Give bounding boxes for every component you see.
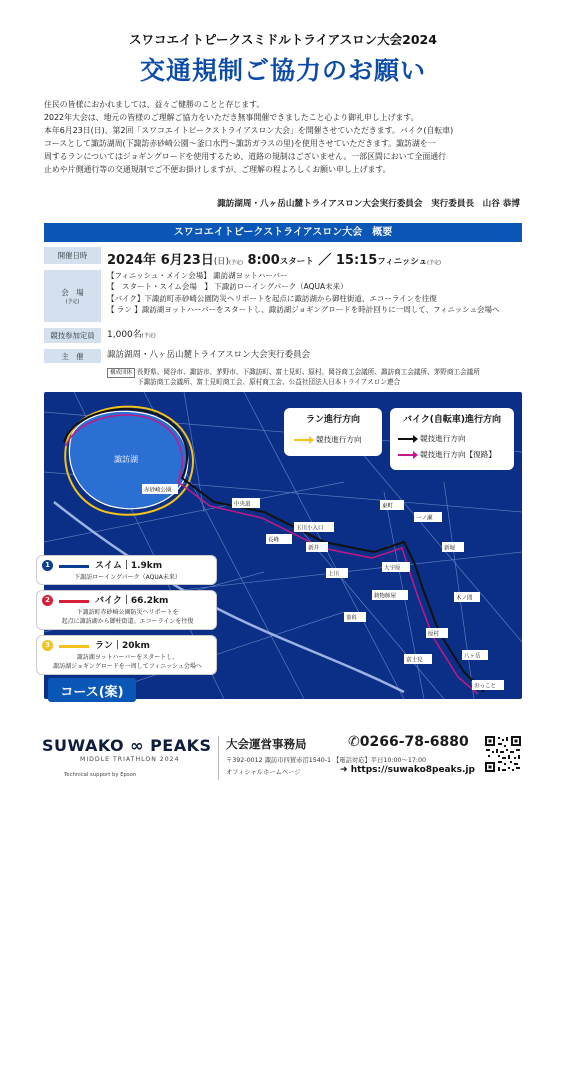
run-number-badge: 3	[42, 640, 53, 651]
date-label	[44, 247, 101, 264]
arrow-right-icon: ➜	[340, 765, 351, 775]
logo: SUWAKO ∞ PEAKS	[42, 736, 212, 755]
phone-text: 0266-78-6880	[359, 734, 469, 750]
capacity-number: 1,000名	[107, 330, 142, 340]
note-line: されるため、ご協力をお願いいたします。	[196, 1083, 313, 1091]
place-label: 鋳物師屋	[374, 593, 397, 600]
swim-number-badge: 1	[42, 560, 53, 571]
date-label-text: 開催日時	[57, 251, 88, 260]
greeting-line: 本年6月23日(日)、第2回「スワコエイトピークストライアスロン大会」を開催させていただきます。バイク(自転車)	[44, 126, 454, 135]
bike-heading: バイク｜66.2km	[95, 596, 169, 606]
venue-label-text: 会 場	[61, 288, 84, 297]
bike-legend	[390, 408, 514, 470]
hp-label: オフィシャルホームページ	[226, 769, 301, 776]
capacity-label	[44, 328, 101, 343]
course-note	[196, 1064, 386, 1092]
greeting-line: コースとして諏訪湖周(下諏訪赤砂崎公園〜釜口水門〜諏訪ガラスの里)を使用させていただきます。諏訪湖を一	[44, 139, 436, 148]
qr-code[interactable]	[484, 735, 522, 773]
org-line: 下諏訪商工会議所、富士見町商工会、原村商工会、公益社団法人日本トライアスロン連合	[137, 378, 401, 386]
date-note: (予定)	[229, 260, 243, 266]
place-label: 東町	[382, 503, 394, 510]
logo-subtitle: MIDDLE TRIATHLON 2024	[80, 756, 180, 763]
run-legend-title: ラン進行方向	[305, 415, 360, 425]
org-tag: 構成団体	[107, 368, 135, 378]
place-label: 長峰	[268, 537, 280, 544]
finish-note: (予定)	[427, 260, 441, 266]
run-distance	[36, 635, 217, 675]
place-label: 新井	[308, 545, 320, 552]
run-name: ラン	[95, 641, 114, 651]
run-desc-line: 諏訪湖ヨットハーバーをスタートし、	[76, 654, 179, 661]
qr-code-icon	[484, 735, 522, 773]
place-label: 富士見	[406, 657, 423, 664]
bike-legend-item	[398, 449, 496, 460]
phone-icon: ✆	[348, 734, 360, 750]
place-label: おっこと	[474, 683, 497, 690]
org-line: 長野県、岡谷市、諏訪市、茅野市、下諏訪町、富士見町、原村、岡谷商工会議所、諏訪商工会議所、茅野商工会議所	[137, 368, 480, 376]
arrow-icon	[294, 439, 312, 441]
start-text: スタート	[279, 257, 314, 267]
bike-number-badge: 2	[42, 595, 53, 606]
bike-desc-line: 下諏訪町赤砂崎公園防災ヘリポートを	[76, 609, 179, 616]
bike-legend-text: 競技進行方向	[420, 434, 466, 443]
host-value: 諏訪湖周・八ヶ岳山麓トライアスロン大会実行委員会	[107, 350, 311, 360]
place-label: 玉川小入口	[296, 525, 324, 532]
place-label: 木ノ間	[456, 595, 473, 602]
venue-line: 【 スタート・スイム会場 】 下諏訪ローイングパーク（AQUA未来）	[107, 282, 348, 292]
place-label: 新堀	[444, 545, 456, 552]
phone-number[interactable]	[348, 734, 469, 750]
swim-line	[59, 565, 89, 568]
swim-distance	[36, 555, 217, 585]
run-legend-item	[294, 434, 362, 445]
bike-legend-title: バイク(自転車)進行方向	[402, 415, 502, 425]
footer-divider	[218, 736, 219, 780]
swim-value: 1.9km	[130, 561, 163, 571]
org-members	[137, 367, 527, 387]
tech-support: Technical support by Epson	[64, 772, 137, 778]
bike-legend-text: 競技進行方向【復路】	[420, 450, 496, 459]
bike-value: 66.2km	[130, 596, 169, 606]
capacity-note: (予定)	[141, 333, 156, 339]
course-tag: コース(案)	[48, 678, 136, 702]
start-time: 8:00	[247, 253, 280, 268]
run-legend-text: 競技進行方向	[316, 435, 362, 444]
run-desc	[43, 653, 212, 671]
page-title: 交通規制ご協力のお願い	[139, 56, 426, 85]
venue-line: 【バイク】下諏訪町赤砂崎公園防災ヘリポートを起点に諏訪湖から御柱街道、エコーラインを往復	[107, 293, 437, 303]
date-main: 2024年 6月23日	[107, 253, 214, 268]
venue-note: (予定)	[65, 299, 80, 305]
venue-line: 【 ラン 】諏訪湖ヨットハーバーをスタートし、諏訪湖ジョギングロードを時計回りに一周して、フィニッシュ会場へ	[107, 304, 500, 314]
finish-text: フィニッシュ	[377, 257, 428, 267]
place-label: 八ヶ岳	[464, 653, 481, 660]
run-heading: ラン｜20km	[95, 641, 150, 651]
office-address: 〒392-0012 諏訪市四賀赤沼1540-1 【電話対応】平日10:00〜17:00	[226, 757, 426, 764]
swim-heading: スイム｜1.9km	[95, 561, 163, 571]
slash: ／	[318, 253, 332, 268]
signer: 諏訪湖周・八ヶ岳山麓トライアスロン大会実行委員会 実行委員長 山谷 恭博	[217, 199, 520, 209]
greeting-line: 止めや片側通行等の交通規制でご不便お掛けしますが、ご理解の程よろしくお願い申し上げます。	[44, 165, 391, 174]
run-value: 20km	[122, 641, 150, 651]
bike-desc	[43, 608, 212, 626]
lake-label: 諏訪湖	[114, 455, 138, 464]
date-weekday: (日)	[213, 257, 229, 267]
arrow-icon	[398, 454, 416, 456]
office-name: 大会運営事務局	[226, 737, 307, 751]
place-label: 蓼科	[346, 615, 358, 622]
greeting-line: 2022年大会は、地元の皆様のご理解ご協力をいただき無事開催できましたこと心より御礼申し上げます。	[44, 113, 419, 122]
bike-distance	[36, 590, 217, 630]
overview-bar: スワコエイトピークストライアスロン大会 概要	[44, 223, 522, 242]
bike-line	[59, 600, 89, 603]
note-line: 道路使用許可を申請の上、大会当日は許可された範囲	[196, 1065, 345, 1072]
venue-line: 【フィニッシュ・メイン会場】 諏訪湖ヨットハーバー	[107, 271, 288, 280]
host-label	[44, 349, 101, 363]
host-label-text: 主 催	[61, 351, 84, 361]
swim-name: スイム	[95, 561, 122, 571]
place-label: 原村	[428, 631, 440, 638]
bike-name: バイク	[95, 596, 122, 606]
swim-desc: 下諏訪ローイングパーク（AQUA未来）	[74, 574, 181, 581]
venue-list	[107, 270, 500, 315]
place-label: 中央道	[234, 501, 251, 508]
greeting-text	[44, 98, 524, 176]
website-link[interactable]	[340, 765, 475, 775]
place-label: 上川	[328, 571, 340, 578]
bike-legend-item	[398, 433, 466, 444]
arrow-icon	[398, 438, 416, 440]
run-line	[59, 645, 89, 648]
venue-label	[44, 270, 101, 322]
bike-desc-line: 起点に諏訪湖から御柱街道、エコーラインを往復	[61, 618, 194, 625]
greeting-line: 住民の皆様におかれましては、益々ご健勝のことと存じます。	[44, 100, 265, 109]
date-line	[107, 249, 441, 268]
run-desc-line: 諏訪湖ジョギングロードを一周してフィニッシュ会場へ	[53, 663, 202, 670]
finish-time: 15:15	[335, 253, 378, 268]
capacity-label-text: 競技参加定員	[50, 331, 95, 340]
place-label: 一ノ瀬	[416, 515, 433, 522]
place-label: 赤砂崎公園	[144, 487, 172, 494]
event-subtitle: スワコエイトピークスミドルトライアスロン大会2024	[129, 32, 437, 47]
run-legend	[284, 408, 382, 456]
note-line: で公道を使用させていただきます。当日は混雑が予測	[196, 1074, 345, 1082]
place-label: 大字原	[384, 565, 401, 572]
capacity-value	[107, 330, 156, 342]
greeting-line: 周するランについてはジョギングロードを使用するため、道路の規制はございません。一部区間において全面通行	[44, 152, 447, 161]
website-url: https://suwako8peaks.jp	[350, 765, 475, 775]
